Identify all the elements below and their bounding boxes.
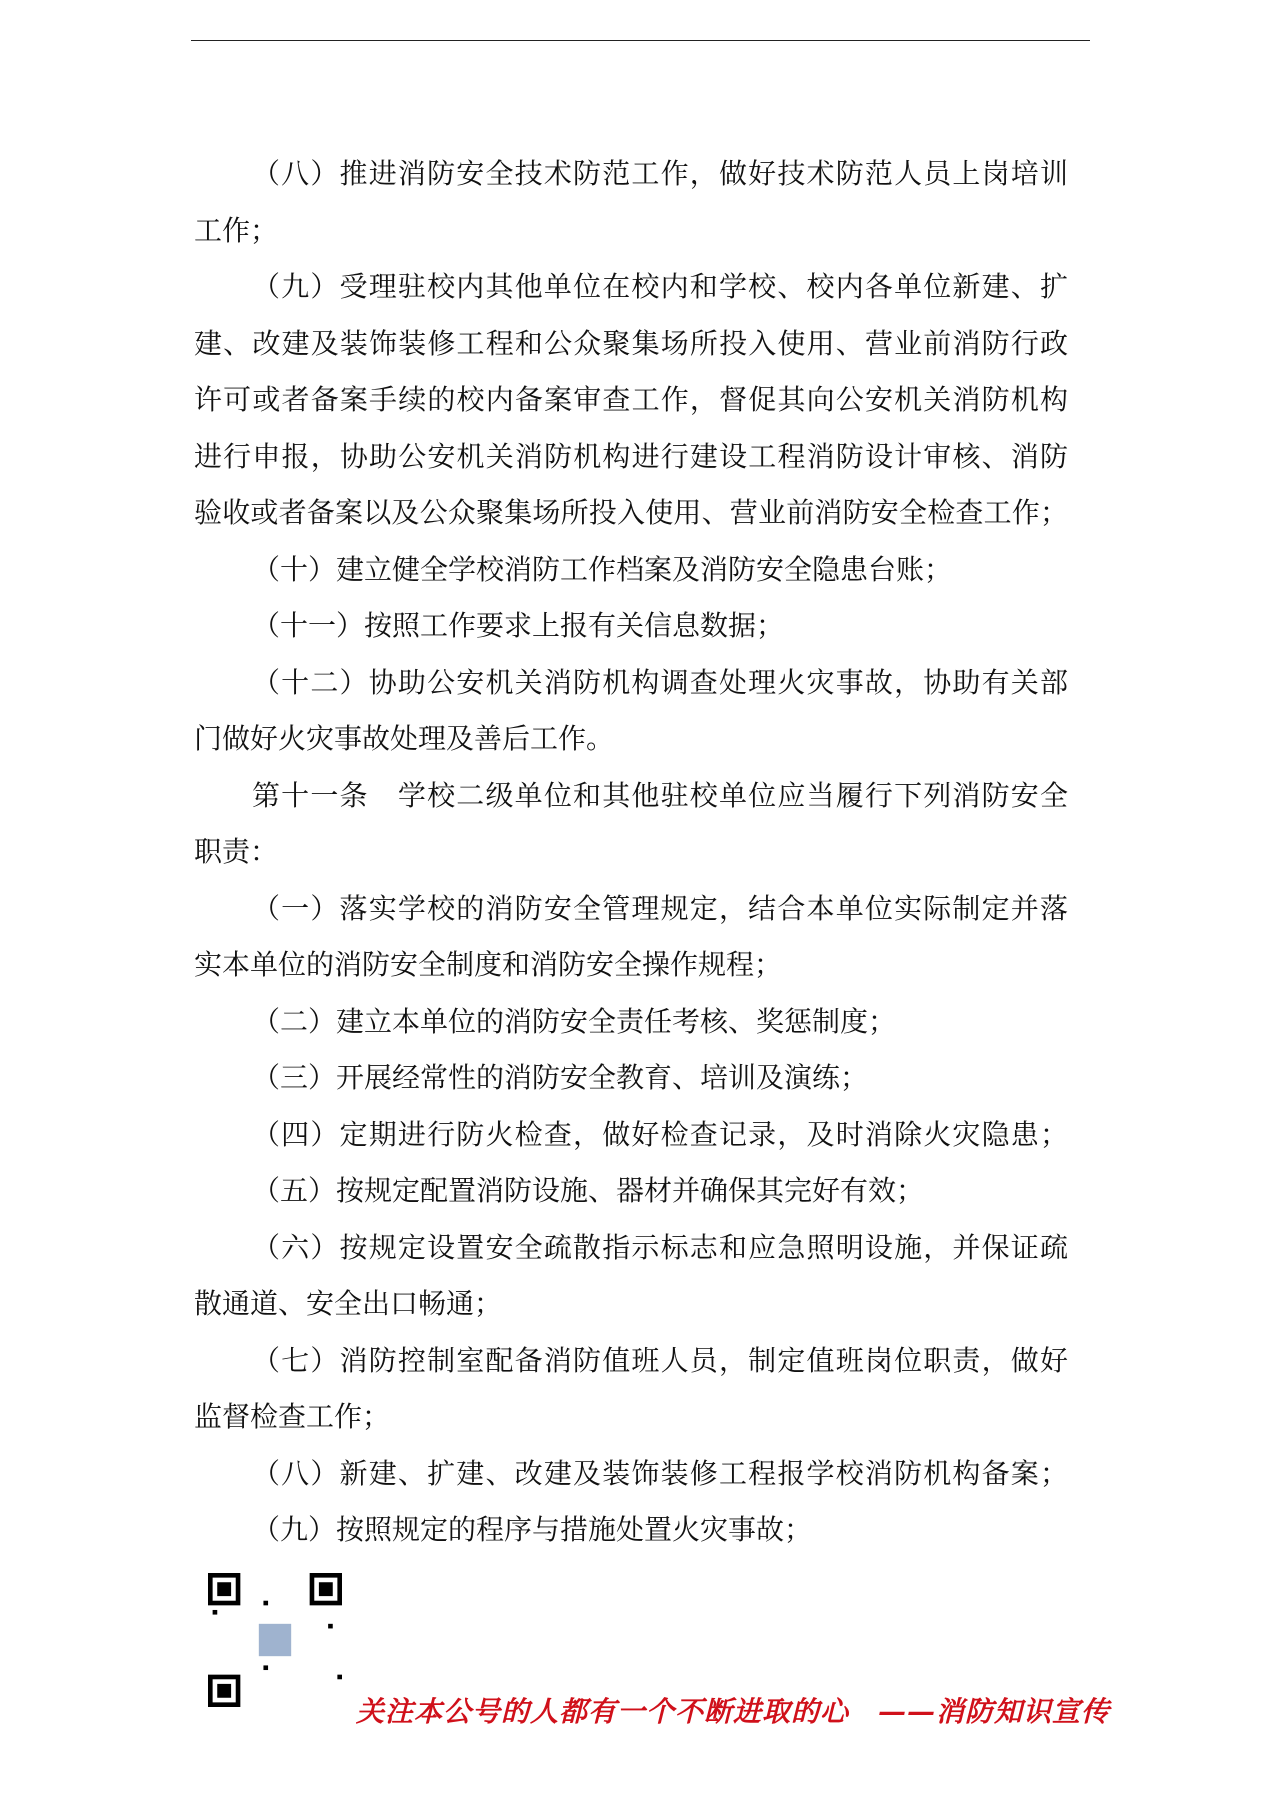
text-line: （十）建立健全学校消防工作档案及消防安全隐患台账； [252, 552, 953, 586]
text-line: （八）新建、扩建、改建及装饰装修工程报学校消防机构备案； [252, 1456, 1068, 1490]
text-line: （四）定期进行防火检查，做好检查记录，及时消除火灾隐患； [252, 1117, 1068, 1151]
text-line: （九）按照规定的程序与措施处置火灾事故； [252, 1513, 813, 1546]
text-line: 进行申报，协助公安机关消防机构进行建设工程消防设计审核、消防 [194, 439, 1068, 473]
text-line: 工作； [194, 213, 279, 247]
header-rule [191, 40, 1090, 41]
text-line: 门做好火灾事故处理及善后工作。 [194, 722, 615, 755]
text-line: （五）按规定配置消防设施、器材并确保其完好有效； [252, 1174, 925, 1207]
text-line: （十一）按照工作要求上报有关信息数据； [252, 609, 785, 642]
text-line: 监督检查工作； [194, 1400, 391, 1433]
text-line: 验收或者备案以及公众聚集场所投入使用、营业前消防安全检查工作； [194, 496, 1068, 529]
text-line: （十二）协助公安机关消防机构调查处理火灾事故，协助有关部 [252, 665, 1068, 699]
text-line: （二）建立本单位的消防安全责任考核、奖惩制度； [252, 1004, 897, 1038]
text-line: （一）落实学校的消防安全管理规定，结合本单位实际制定并落 [252, 891, 1068, 925]
text-line: 建、改建及装饰装修工程和公众聚集场所投入使用、营业前消防行政 [194, 326, 1068, 360]
text-line: 职责： [194, 835, 279, 868]
text-line: 散通道、安全出口畅通； [194, 1287, 503, 1320]
text-line: 实本单位的消防安全制度和消防安全操作规程； [194, 948, 783, 981]
text-line: 许可或者备案手续的校内备案审查工作，督促其向公安机关消防机构 [194, 383, 1068, 416]
text-line: （八）推进消防安全技术防范工作，做好技术防范人员上岗培训 [252, 157, 1068, 190]
text-line: 第十一条 学校二级单位和其他驻校单位应当履行下列消防安全 [252, 778, 1068, 812]
text-line: （六）按规定设置安全疏散指示标志和应急照明设施，并保证疏 [252, 1230, 1068, 1264]
footer-slogan: 关注本公号的人都有一个不断进取的心 ——消防知识宣传 [356, 1695, 1111, 1728]
text-line: （九）受理驻校内其他单位在校内和学校、校内各单位新建、扩 [252, 270, 1068, 303]
text-line: （三）开展经常性的消防安全教育、培训及演练； [252, 1061, 869, 1094]
text-line: （七）消防控制室配备消防值班人员，制定值班岗位职责，做好 [252, 1343, 1068, 1377]
qr-code-icon[interactable] [208, 1573, 342, 1707]
document-body [194, 152, 1068, 1565]
